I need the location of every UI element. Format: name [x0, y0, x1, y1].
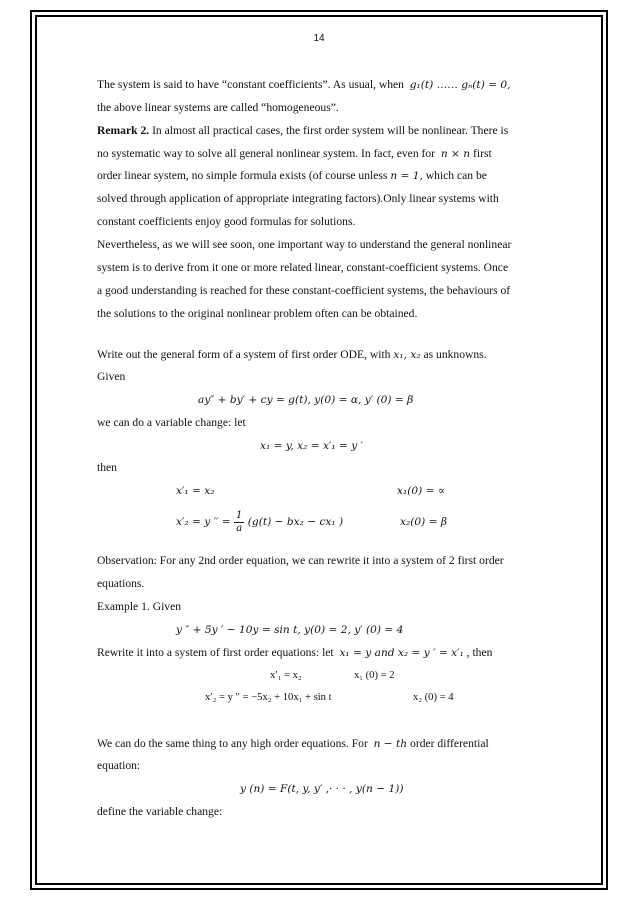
fraction-one-over-a: $\frac{1}{a}$	[236, 509, 243, 534]
example-equation: y ″ + 5y ′ − 10y = sin t, y(0) = 2, y′ (0) = 4	[176, 624, 404, 636]
para6-define: define the variable change:	[97, 805, 223, 818]
equation-nth-order: y (n) = F(t, y, y′ ,· · · , y(n − 1))	[240, 783, 404, 795]
equation-x1-prime: x′₁ = x₂	[176, 485, 215, 497]
equation-substitution: x₁ = y, x₂ = x′₁ = y ′	[260, 440, 363, 452]
example-rewrite-line: Rewrite it into a system of first order equations: let x₁ = y and x₂ = y ′ = x′₁ , then	[97, 646, 493, 659]
equation-second-order-ode: ay″ + by′ + cy = g(t), y(0) = α, y′ (0) = β	[198, 394, 414, 406]
equation-x2-prime: x′₂ = y ′′ = $\frac{1}{a}$ (g(t) − bx₂ − cx₁ )	[176, 509, 344, 534]
example-eq-x1-prime: x′₁ = x₂	[270, 670, 302, 681]
observation-line1: Observation: For any 2nd order equation, we can rewrite it into a system of 2 first order	[97, 554, 504, 567]
para6-line1: We can do the same thing to any high order equations. For n − th order differential	[97, 737, 489, 750]
equation-x2-initial: x₂(0) = β	[400, 516, 447, 528]
example-eq-x2-prime: x′₂ = y ″ = −5x₂ + 10x₁ + sin t	[205, 692, 332, 703]
remark-label: Remark 2.	[97, 124, 150, 137]
para3-line1: Nevertheless, as we will see soon, one important way to understand the general nonlinear	[97, 238, 512, 251]
example-heading: Example 1. Given	[97, 600, 182, 613]
remark-line4: solved through application of appropriate integrating factors).Only linear systems with	[97, 192, 499, 205]
remark-line3: order linear system, no simple formula exists (of course unless n = 1, which can be	[97, 169, 487, 182]
para6-equation-label: equation:	[97, 759, 141, 772]
observation-line2: equations.	[97, 577, 145, 590]
para3-line4: the solutions to the original nonlinear problem often can be obtained.	[97, 307, 418, 320]
para3-line2: system is to derive from it one or more related linear, constant-coefficient systems. Once	[97, 261, 509, 274]
para1-line2: the above linear systems are called “homogeneous”.	[97, 101, 339, 114]
para3-line3: a good understanding is reached for these constant-coefficient systems, the behaviours of	[97, 284, 511, 297]
remark-line5: constant coefficients enjoy good formulas for solutions.	[97, 215, 356, 228]
para4-then: then	[97, 461, 117, 474]
remark-line2: no systematic way to solve all general nonlinear system. In fact, even for n × n first	[97, 147, 492, 160]
remark-line1: Remark 2. In almost all practical cases, the first order system will be nonlinear. There is	[97, 124, 509, 137]
page-number: 14	[313, 33, 325, 44]
example-eq-x2-initial: x₂ (0) = 4	[413, 692, 454, 703]
equation-x1-initial: x₁(0) = ∝	[397, 485, 446, 497]
homogeneous-condition-math: g₁(t) …… gₙ(t) = 0,	[409, 79, 511, 91]
para4-given: Given	[97, 370, 126, 383]
example-eq-x1-initial: x₁ (0) = 2	[354, 670, 395, 681]
para1-line1: The system is said to have “constant coefficients”. As usual, when g₁(t) …… gₙ(t) = 0,	[97, 78, 511, 91]
para4-variable-change: we can do a variable change: let	[97, 416, 246, 429]
para4-line1: Write out the general form of a system of first order ODE, with x₁, x₂ as unknowns.	[97, 348, 487, 361]
